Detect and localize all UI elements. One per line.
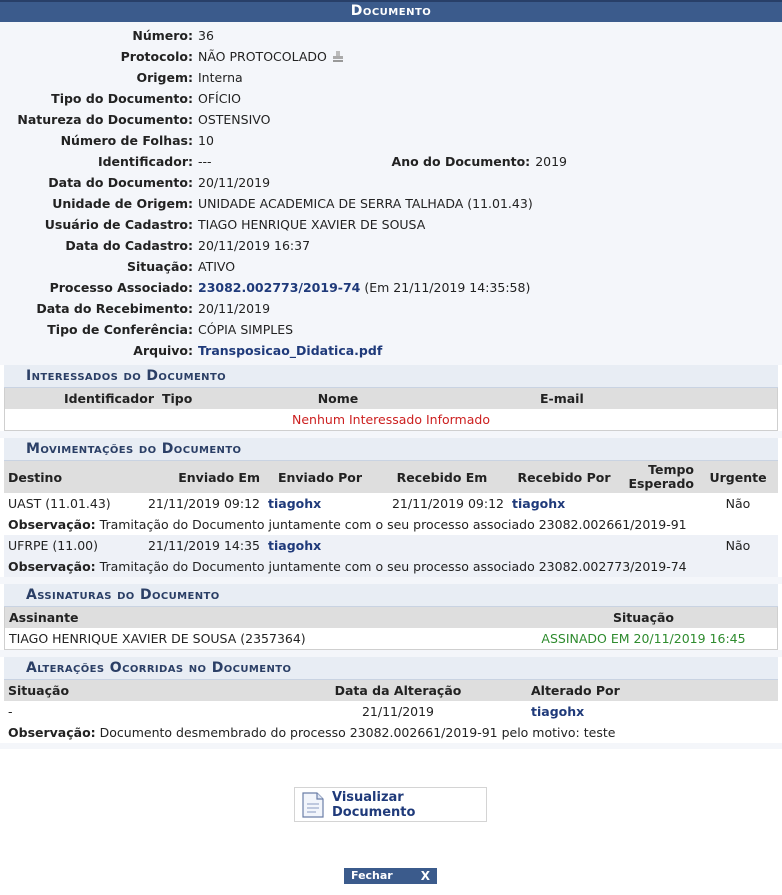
assinaturas-title: Assinaturas do Documento — [4, 584, 778, 607]
conferencia-value: CÓPIA SIMPLES — [198, 322, 294, 337]
col-recebido-em: Recebido Em — [376, 461, 508, 493]
arquivo-label: Arquivo: — [133, 343, 193, 358]
col-enviado-por: Enviado Por — [264, 461, 376, 493]
assinante-cell: TIAGO HENRIQUE XAVIER DE SOUSA (2357364) — [9, 631, 306, 646]
tipo-value: OFÍCIO — [198, 91, 241, 106]
col-tipo: Tipo — [158, 388, 218, 409]
destino-cell: UAST (11.01.43) — [8, 496, 111, 511]
situacao-alteracao-cell: - — [8, 704, 13, 719]
protocolo-value: NÃO PROTOCOLADO — [198, 49, 327, 64]
interessados-section — [4, 365, 778, 431]
enviado-por-link[interactable]: tiagohx — [268, 496, 322, 511]
recebimento-label: Data do Recebimento: — [36, 301, 193, 316]
fechar-button[interactable] — [344, 868, 437, 884]
urgente-cell: Não — [725, 538, 751, 553]
numero-label: Número: — [132, 28, 193, 43]
col-email: E-mail — [458, 388, 777, 409]
col-situacao-alteracao: Situação — [4, 680, 269, 701]
processo-extra: (Em 21/11/2019 14:35:58) — [364, 280, 531, 295]
tempo-cell — [620, 535, 698, 556]
recebido-por-link[interactable]: tiagohx — [512, 496, 566, 511]
observacao-label: Observação: — [8, 559, 96, 574]
ano-label: Ano do Documento: — [391, 154, 531, 169]
observacao-label: Observação: — [8, 517, 96, 532]
data-cadastro-label: Data do Cadastro: — [65, 238, 193, 253]
col-assinante: Assinante — [5, 607, 510, 628]
enviado-em-cell: 21/11/2019 09:12 — [147, 496, 260, 511]
table-row — [4, 535, 778, 556]
fechar-label: Fechar — [351, 869, 393, 882]
origem-value: Interna — [198, 70, 243, 85]
visualizar-documento-label: Visualizar Documento — [332, 789, 416, 820]
close-icon: X — [420, 869, 430, 883]
usuario-label: Usuário de Cadastro: — [44, 217, 193, 232]
col-urgente: Urgente — [698, 461, 778, 493]
col-alterado-por: Alterado Por — [527, 680, 778, 701]
alteracoes-section — [4, 657, 778, 743]
movimentacoes-title: Movimentações do Documento — [4, 438, 778, 461]
table-row — [4, 514, 778, 535]
col-recebido-por: Recebido Por — [508, 461, 620, 493]
assinaturas-section — [4, 584, 778, 650]
processo-label: Processo Associado: — [49, 280, 193, 295]
identificador-label: Identificador: — [97, 154, 193, 169]
arquivo-link[interactable]: Transposicao_Didatica.pdf — [198, 343, 383, 358]
table-row — [4, 701, 778, 722]
situacao-assinatura-cell: ASSINADO EM 20/11/2019 16:45 — [541, 631, 746, 646]
data-cadastro-value: 20/11/2019 16:37 — [198, 238, 311, 253]
origem-label: Origem: — [136, 70, 193, 85]
observacao-label: Observação: — [8, 725, 96, 740]
col-enviado-em: Enviado Em — [134, 461, 264, 493]
observacao-text: Tramitação do Documento juntamente com o seu processo associado 23082.002661/2019-91 — [99, 517, 687, 532]
data-documento-value: 20/11/2019 — [198, 175, 271, 190]
situacao-value: ATIVO — [198, 259, 236, 274]
page-title: Documento — [0, 0, 782, 22]
folhas-label: Número de Folhas: — [60, 133, 193, 148]
conferencia-label: Tipo de Conferência: — [47, 322, 193, 337]
enviado-em-cell: 21/11/2019 14:35 — [147, 538, 260, 553]
document-info — [0, 22, 782, 365]
col-tempo-esperado: Tempo Esperado — [620, 461, 698, 493]
natureza-label: Natureza do Documento: — [17, 112, 193, 127]
stamp-icon[interactable] — [332, 50, 344, 63]
recebido-em-cell — [376, 535, 508, 556]
interessados-title: Interessados do Documento — [4, 365, 778, 388]
alterado-por-link[interactable]: tiagohx — [531, 704, 585, 719]
movimentacoes-section — [4, 438, 778, 577]
observacao-text: Tramitação do Documento juntamente com o seu processo associado 23082.002773/2019-74 — [99, 559, 687, 574]
table-row — [4, 722, 778, 743]
identificador-value: --- — [198, 154, 212, 169]
protocolo-label: Protocolo: — [120, 49, 193, 64]
destino-cell: UFRPE (11.00) — [8, 538, 98, 553]
processo-link[interactable]: 23082.002773/2019-74 — [198, 280, 361, 295]
col-situacao-assinatura: Situação — [510, 607, 777, 628]
tipo-label: Tipo do Documento: — [51, 91, 193, 106]
observacao-text: Documento desmembrado do processo 23082.002661/2019-91 pelo motivo: teste — [99, 725, 616, 740]
urgente-cell: Não — [725, 496, 751, 511]
data-documento-label: Data do Documento: — [48, 175, 193, 190]
data-alteracao-cell: 21/11/2019 — [361, 704, 435, 719]
empty-message: Nenhum Interessado Informado — [292, 412, 490, 427]
tempo-cell — [620, 493, 698, 514]
usuario-value: TIAGO HENRIQUE XAVIER DE SOUSA — [198, 217, 426, 232]
ano-value: 2019 — [535, 154, 567, 169]
enviado-por-link[interactable]: tiagohx — [268, 538, 322, 553]
recebimento-value: 20/11/2019 — [198, 301, 271, 316]
table-row — [4, 493, 778, 514]
situacao-label: Situação: — [126, 259, 193, 274]
table-row — [5, 628, 777, 649]
col-nome: Nome — [218, 388, 458, 409]
col-identificador: Identificador — [5, 388, 158, 409]
numero-value: 36 — [198, 28, 214, 43]
unidade-value: UNIDADE ACADEMICA DE SERRA TALHADA (11.01.43) — [198, 196, 533, 211]
natureza-value: OSTENSIVO — [198, 112, 271, 127]
col-destino: Destino — [4, 461, 134, 493]
recebido-em-cell: 21/11/2019 09:12 — [391, 496, 504, 511]
document-icon — [302, 792, 324, 818]
table-row — [4, 556, 778, 577]
folhas-value: 10 — [198, 133, 214, 148]
col-data-alteracao: Data da Alteração — [269, 680, 527, 701]
unidade-label: Unidade de Origem: — [52, 196, 193, 211]
visualizar-documento-button[interactable] — [294, 787, 487, 822]
alteracoes-title: Alterações Ocorridas no Documento — [4, 657, 778, 680]
